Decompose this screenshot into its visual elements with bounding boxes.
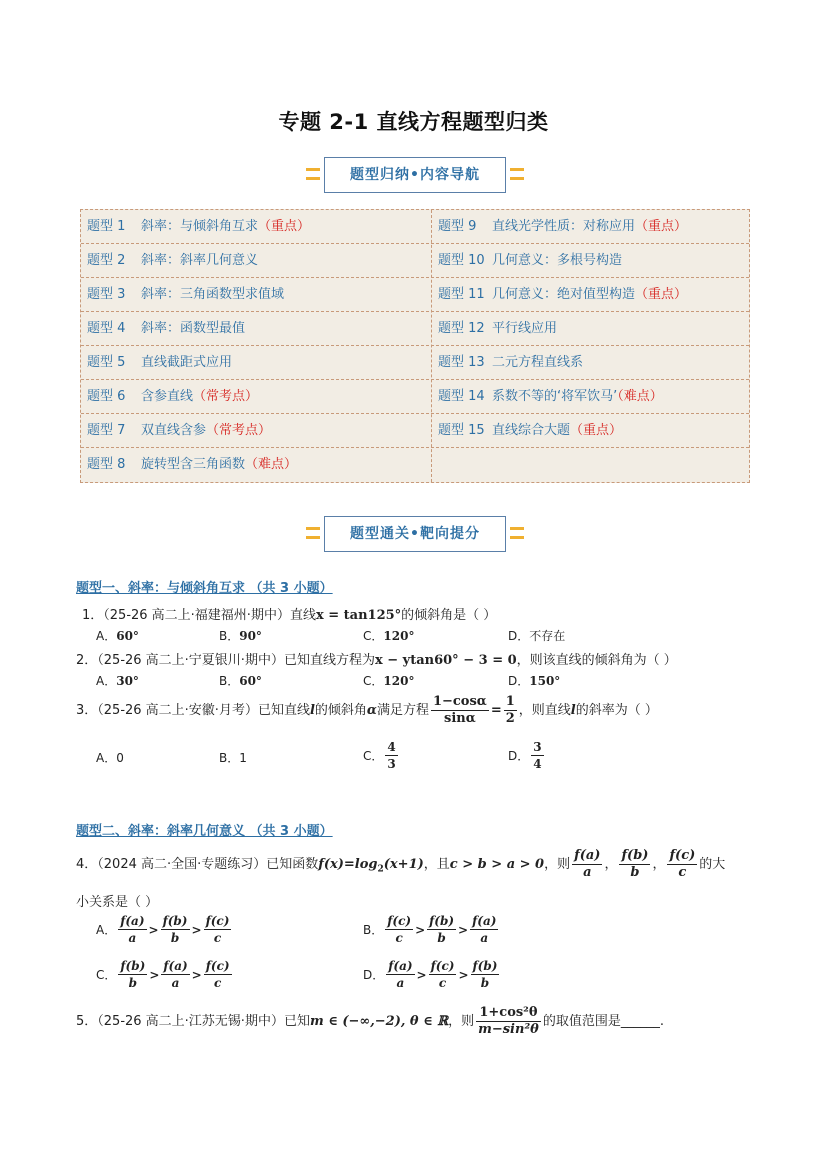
nav-num: 题型 3 bbox=[87, 287, 126, 302]
q3-option-d[interactable]: D． $\frac{3}{4}$ bbox=[508, 740, 542, 771]
banner-deco-right bbox=[510, 527, 524, 530]
nav-text: 直线综合大题 bbox=[492, 423, 571, 438]
nav-tag: （常考点） bbox=[193, 389, 259, 404]
nav-text: 双直线含参 bbox=[141, 423, 207, 438]
nav-num: 题型 7 bbox=[87, 423, 126, 438]
q1-option-b[interactable]: B．90° bbox=[219, 629, 262, 643]
nav-item-4[interactable] bbox=[81, 312, 245, 345]
nav-tag: （重点） bbox=[635, 219, 688, 234]
banner-deco-left bbox=[306, 168, 320, 171]
nav-text: 斜率：三角函数型求值域 bbox=[141, 287, 285, 302]
question-4: 4．（2024 高二·全国·专题练习）已知函数$f(x)=\log_2(x+1)$，且c > b > a > 0，则 $\frac{f(a)}{a}$ ， $\frac{f(b)}{b}$ ， $\frac{f(c)}{c}$ 的大 bbox=[76, 848, 726, 880]
nav-num: 题型 6 bbox=[87, 389, 126, 404]
page-title: 专题 2-1 直线方程题型归类 bbox=[278, 110, 549, 134]
q1-option-a[interactable]: A．60° bbox=[96, 629, 139, 643]
answer-blank[interactable]: ______ bbox=[620, 1014, 660, 1029]
nav-num: 题型 8 bbox=[87, 457, 126, 472]
nav-tag: （重点） bbox=[258, 219, 311, 234]
nav-tag: （重点） bbox=[570, 423, 623, 438]
nav-num: 题型 11 bbox=[438, 287, 485, 302]
q1-option-c[interactable]: C．120° bbox=[363, 629, 415, 643]
nav-text: 含参直线 bbox=[141, 389, 194, 404]
q3-option-b[interactable]: B．1 bbox=[219, 751, 247, 765]
q2-math: x − ytan60° − 3 = 0 bbox=[374, 653, 517, 668]
practice-banner bbox=[306, 516, 524, 552]
q4-option-d[interactable]: D． $\frac{f(a)}{a}$ > $\frac{f(c)}{c}$ > $\frac{f(b)}{b}$ bbox=[363, 959, 498, 990]
banner-label: 题型归纳•内容导航 bbox=[324, 157, 506, 193]
nav-text: 二元方程直线系 bbox=[492, 355, 584, 370]
q1-stem-end: 的倾斜角是（ ） bbox=[401, 608, 497, 623]
nav-num: 题型 12 bbox=[438, 321, 485, 336]
nav-num: 题型 9 bbox=[438, 219, 477, 234]
nav-text: 系数不等的‘将军饮马’ bbox=[492, 389, 618, 404]
nav-tag: （难点） bbox=[617, 389, 663, 404]
q3-fraction: $\frac{1-\cos\alpha}{\sin\alpha}$ bbox=[432, 694, 487, 726]
nav-item-1[interactable] bbox=[81, 210, 310, 243]
nav-item-5[interactable] bbox=[81, 346, 232, 379]
nav-tag: （难点） bbox=[245, 457, 298, 472]
nav-item-12[interactable] bbox=[432, 312, 557, 345]
nav-item-7[interactable] bbox=[81, 414, 271, 447]
q2-option-b[interactable]: B．60° bbox=[219, 674, 262, 688]
q2-option-a[interactable]: A．30° bbox=[96, 674, 139, 688]
q3-option-c[interactable]: C． $\frac{4}{3}$ bbox=[363, 740, 396, 771]
nav-num: 题型 14 bbox=[438, 389, 485, 404]
q4-option-c[interactable]: C． $\frac{f(b)}{b}$ > $\frac{f(a)}{a}$ > $\frac{f(c)}{c}$ bbox=[96, 959, 230, 990]
nav-item-15[interactable] bbox=[432, 414, 622, 447]
q1-option-d[interactable]: D．不存在 bbox=[508, 629, 566, 643]
q4-option-a[interactable]: A． $\frac{f(a)}{a}$ > $\frac{f(b)}{b}$ > $\frac{f(c)}{c}$ bbox=[96, 914, 230, 945]
nav-text: 斜率：斜率几何意义 bbox=[141, 253, 259, 268]
nav-item-6[interactable] bbox=[81, 380, 258, 413]
nav-num: 题型 2 bbox=[87, 253, 126, 268]
question-3: 3．（25-26 高二上·安徽·月考）已知直线l的倾斜角α满足方程 $\frac{1-\cos\alpha}{\sin\alpha}$ = $\frac{1}{2}$ ，则直线l的斜率为（ ） bbox=[76, 694, 658, 726]
question-4-line2: 小关系是（ ） bbox=[76, 895, 159, 910]
nav-text: 直线截距式应用 bbox=[141, 355, 233, 370]
nav-item-3[interactable] bbox=[81, 278, 284, 311]
banner-label: 题型通关•靶向提分 bbox=[324, 516, 506, 552]
nav-num: 题型 5 bbox=[87, 355, 126, 370]
q4-option-b[interactable]: B． $\frac{f(c)}{c}$ > $\frac{f(b)}{b}$ > $\frac{f(a)}{a}$ bbox=[363, 914, 497, 945]
question-2 bbox=[76, 649, 677, 668]
nav-item-9[interactable] bbox=[432, 210, 687, 243]
q3-half: $\frac{1}{2}$ bbox=[505, 694, 515, 726]
nav-item-14[interactable] bbox=[432, 380, 663, 413]
q2-option-c[interactable]: C．120° bbox=[363, 674, 415, 688]
nav-tag: （常考点） bbox=[206, 423, 272, 438]
nav-text: 斜率：与倾斜角互求 bbox=[141, 219, 259, 234]
banner-deco-left bbox=[306, 527, 320, 530]
question-1 bbox=[82, 604, 496, 623]
q2-stem-end: ，则该直线的倾斜角为（ ） bbox=[516, 653, 677, 668]
q1-stem: 1．（25-26 高二上·福建福州·期中）直线 bbox=[82, 608, 316, 623]
section-heading-1: 题型一、斜率：与倾斜角互求 （共 3 小题） bbox=[76, 581, 333, 596]
nav-text: 旋转型含三角函数 bbox=[141, 457, 246, 472]
nav-item-2[interactable] bbox=[81, 244, 258, 277]
nav-item-10[interactable] bbox=[432, 244, 622, 277]
nav-tag: （重点） bbox=[635, 287, 688, 302]
nav-text: 平行线应用 bbox=[492, 321, 558, 336]
nav-num: 题型 4 bbox=[87, 321, 126, 336]
nav-banner bbox=[306, 157, 524, 193]
banner-deco-left bbox=[306, 536, 320, 539]
nav-text: 直线光学性质：对称应用 bbox=[492, 219, 636, 234]
nav-item-13[interactable] bbox=[432, 346, 583, 379]
nav-num: 题型 10 bbox=[438, 253, 485, 268]
section-heading-2: 题型二、斜率：斜率几何意义 （共 3 小题） bbox=[76, 824, 333, 839]
nav-num: 题型 1 bbox=[87, 219, 126, 234]
banner-deco-left bbox=[306, 177, 320, 180]
nav-num: 题型 13 bbox=[438, 355, 485, 370]
q1-math: x = tan125° bbox=[315, 608, 402, 623]
banner-deco-right bbox=[510, 536, 524, 539]
question-5: 5．（25-26 高二上·江苏无锡·期中）已知m ∈ (−∞,−2), θ ∈ ℝ，则 $\frac{\text{1+cos²θ}}{\text{m−sin²θ}}$ 的取值范围是______. bbox=[76, 1005, 664, 1037]
banner-deco-right bbox=[510, 168, 524, 171]
nav-item-11[interactable] bbox=[432, 278, 687, 311]
banner-deco-right bbox=[510, 177, 524, 180]
nav-num: 题型 15 bbox=[438, 423, 485, 438]
q2-stem: 2．（25-26 高二上·宁夏银川·期中）已知直线方程为 bbox=[76, 653, 375, 668]
nav-text: 几何意义：绝对值型构造 bbox=[492, 287, 636, 302]
q3-option-a[interactable]: A．0 bbox=[96, 751, 124, 765]
nav-item-8[interactable] bbox=[81, 448, 297, 481]
q2-option-d[interactable]: D．150° bbox=[508, 674, 561, 688]
topic-nav-table bbox=[80, 209, 750, 483]
nav-text: 斜率：函数型最值 bbox=[141, 321, 246, 336]
nav-text: 几何意义：多根号构造 bbox=[492, 253, 623, 268]
